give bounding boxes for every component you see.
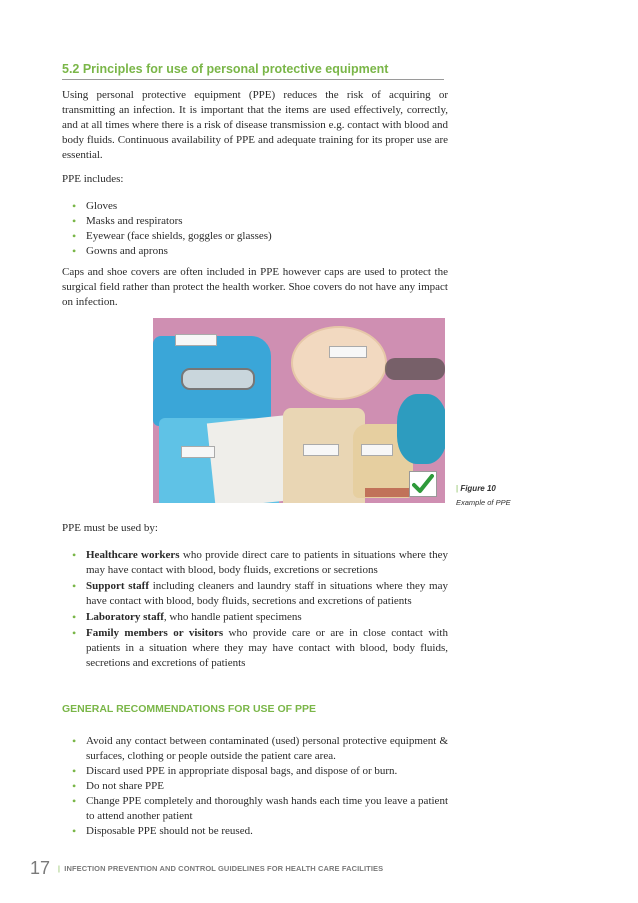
list-item: • Gowns and aprons	[72, 244, 168, 258]
intro-paragraph: Using personal protective equipment (PPE) reduces the risk of acquiring or transmitting an infection. It is important that the items are used effectively, correctly, and at all times where there is a risk of disease transmission e.g. contact with blood and body fluids. Continuous availability of PPE and adequate training for its proper use are essential.	[62, 89, 448, 161]
bullet-icon: •	[72, 824, 77, 838]
ppe-includes-list	[70, 199, 448, 259]
bullet-icon: •	[72, 229, 77, 243]
divider: |	[456, 484, 459, 493]
item-tag	[303, 444, 339, 456]
list-item: • Laboratory staff, who handle patient specimens	[72, 610, 302, 624]
checkmark-icon	[409, 471, 437, 497]
list-item: • Eyewear (face shields, goggles or glasses)	[72, 229, 272, 243]
goggles	[181, 368, 255, 390]
figure-label: Figure 10	[460, 484, 496, 493]
bullet-icon: •	[72, 764, 77, 778]
item-tag	[175, 334, 217, 346]
item-tag	[329, 346, 367, 358]
bullet-icon: •	[72, 610, 77, 624]
list-item: • Discard used PPE in appropriate disposal bags, and dispose of or burn.	[72, 764, 398, 778]
bullet-icon: •	[72, 548, 77, 562]
bullet-icon: •	[72, 794, 77, 808]
list-item: • Support staff including cleaners and laundry staff in situations where they may have contact with blood, body fluids, secretions and excretions of patients	[72, 579, 448, 607]
surgical-cap	[291, 326, 387, 400]
ppe-includes-label: PPE includes:	[62, 173, 124, 185]
bullet-icon: •	[72, 734, 77, 748]
figure-caption	[456, 484, 511, 507]
masks	[397, 394, 445, 464]
ppe-must-label: PPE must be used by:	[62, 522, 158, 534]
list-item: • Avoid any contact between contaminated (used) personal protective equipment & surfaces, clothing or people outside the patient care area.	[72, 734, 448, 762]
item-tag	[361, 444, 393, 456]
list-item: • Do not share PPE	[72, 779, 164, 793]
list-item: • Disposable PPE should not be reused.	[72, 824, 253, 838]
list-item: • Gloves	[72, 199, 118, 213]
recommendations-heading: GENERAL RECOMMENDATIONS FOR USE OF PPE	[62, 703, 316, 715]
list-item: • Change PPE completely and thoroughly wash hands each time you leave a patient to attend another patient	[72, 794, 448, 822]
footer-title: INFECTION PREVENTION AND CONTROL GUIDELINES FOR HEALTH CARE FACILITIES	[64, 864, 384, 873]
section-title: 5.2 Principles for use of personal protective equipment	[62, 62, 444, 80]
divider: |	[58, 864, 61, 873]
bullet-icon: •	[72, 579, 77, 593]
recommendations-list	[70, 734, 448, 839]
goggles	[385, 358, 445, 380]
figure-text: Example of PPE	[456, 498, 511, 507]
bullet-icon: •	[72, 626, 77, 640]
bullet-icon: •	[72, 244, 77, 258]
caps-paragraph: Caps and shoe covers are often included in PPE however caps are used to protect the surgical field rather than protect the health worker. Shoe covers do not have any impact on infection.	[62, 266, 448, 308]
page-footer	[30, 858, 383, 879]
bullet-icon: •	[72, 214, 77, 228]
list-item: • Healthcare workers who provide direct care to patients in situations where they may have contact with blood, body fluids, excretions or secretions	[72, 548, 448, 576]
bullet-icon: •	[72, 199, 77, 213]
page-number: 17	[30, 858, 51, 878]
list-item: • Family members or visitors who provide care or are in close contact with patients in a situation where they may have contact with blood, body fluids, secretions and excretions of patients	[72, 626, 448, 669]
ppe-photo	[153, 318, 445, 503]
ppe-users-list	[70, 548, 448, 672]
bullet-icon: •	[72, 779, 77, 793]
item-tag	[181, 446, 215, 458]
list-item: • Masks and respirators	[72, 214, 183, 228]
